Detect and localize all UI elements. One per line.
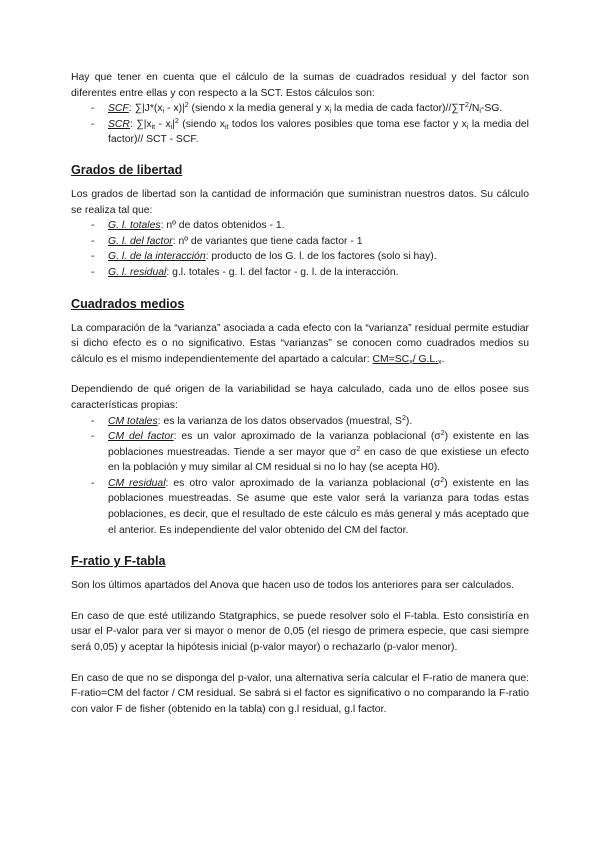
sum-of-squares-list — [71, 101, 529, 148]
heading-cuadrados-medios: Cuadrados medios — [71, 296, 185, 311]
list-dash: - — [91, 431, 95, 443]
list-dash: - — [91, 235, 95, 247]
fratio-paragraph-2: En caso de que esté utilizando Statgraphics, se puede resolver solo el F-tabla. Esto consistiría en usar el P-valor para ver si mayor o menor de 0,05 (el riesgo de primera especie, que casi siempre será 0,05) y aceptar la hipótesis inicial (p-valor mayor) o rechazarlo (p-valor menor). — [71, 610, 529, 654]
intro-paragraph: Hay que tener en cuenta que el cálculo de la sumas de cuadrados residual y del factor son diferentes entre ellas y con respecto a la SCT. Estos cálculos son: — [71, 72, 529, 99]
grados-item-totales: - G. l. totales: nº de datos obtenidos - 1. — [71, 218, 529, 234]
scf-term: SCF — [108, 103, 129, 115]
list-dash: - — [91, 118, 95, 130]
grados-paragraph: Los grados de libertad son la cantidad de información que suministran nuestros datos. Su cálculo se realiza tal que: — [71, 188, 529, 216]
cm-totales-item: - CM totales: es la varianza de los datos observados (muestral, $S^2$). — [71, 414, 529, 430]
heading-grados-libertad: Grados de libertad — [71, 162, 183, 177]
cm-formula: $CM=SC_x/$ $G.L._x$ — [372, 353, 442, 366]
heading-f-ratio: F-ratio y F-tabla — [71, 554, 166, 569]
scr-item: - SCR: $\sum|x_{it} - x_i|^2$ (siendo $x_{it}$ todos los valores posibles que toma ese factor y $x_i$ la media del factor)// SCT - SCF. — [91, 117, 529, 146]
grados-item-interaccion: - G. l. de la interacción: producto de los G. l. de los factores (solo si hay). — [71, 249, 529, 265]
list-dash: - — [91, 220, 95, 232]
fratio-paragraph-1: Son los últimos apartados del Anova que hacen uso de todos los anteriores para ser calculados. — [71, 580, 515, 592]
list-dash: - — [91, 103, 95, 115]
scf-item: - SCF: $\sum|J*(x_i - x)|^2$ (siendo x la media general y $x_i$ la media de cada $factor)//\sum T^2/N_i-SG$. — [91, 102, 503, 116]
grados-item-residual: - G. l. residual: g.l. totales - g. l. del factor - g. l. de la interacción. — [71, 265, 529, 281]
scr-term: SCR — [108, 118, 130, 130]
cm-residual-item: - CM residual: es otro valor aproximado de la varianza poblacional $(\sigma^2)$ existente en las poblaciones muestreadas. Se asume que este valor será la varianza para todas estas poblaciones, es decir, que el resultado de este cálculo es más general y más aceptado que el anterior. Es independiente del valor obtenido del CM del factor. — [91, 476, 529, 536]
document-content — [71, 70, 529, 717]
grados-item-factor: - G. l. del factor: nº de variantes que tiene cada factor - 1 — [71, 234, 529, 250]
cuadrados-list — [71, 414, 529, 539]
list-dash: - — [91, 477, 95, 489]
cm-factor-item: - CM del factor: es un valor aproximado de la varianza poblacional $(\sigma^2)$ existente en las poblaciones muestreadas. Tiende a ser mayor que $\sigma^2$ en caso de que existiese un efecto en la población y muy similar al CM residual si no lo hay (se acepta H0). — [91, 430, 529, 474]
cuadrados-paragraph-1: La comparación de la “varianza” asociada a cada efecto con la “varianza” residual permite estudiar si dicho efecto es o no significativo. Estas “varianzas” se conocen como cuadrados medios su cálculo es el mismo independientemente del apartado a calcular: $CM=SC_x/$ $G.L._x$. — [71, 322, 529, 366]
fratio-paragraph-3: En caso de que no se disponga del p-valor, una alternativa sería calcular el F-ratio de manera que: F-ratio=CM del factor / CM residual. Se sabrá si el factor es significativo o no comparando la F-ratio con valor F de fisher (obtenido en la tabla) con g.l residual, g.l factor. — [71, 672, 529, 715]
grados-list — [71, 218, 529, 280]
list-dash: - — [91, 266, 95, 278]
list-dash: - — [91, 415, 95, 427]
cuadrados-paragraph-2: Dependiendo de qué origen de la variabilidad se haya calculado, cada uno de ellos posee sus características propias: — [71, 384, 529, 411]
list-dash: - — [91, 251, 95, 263]
